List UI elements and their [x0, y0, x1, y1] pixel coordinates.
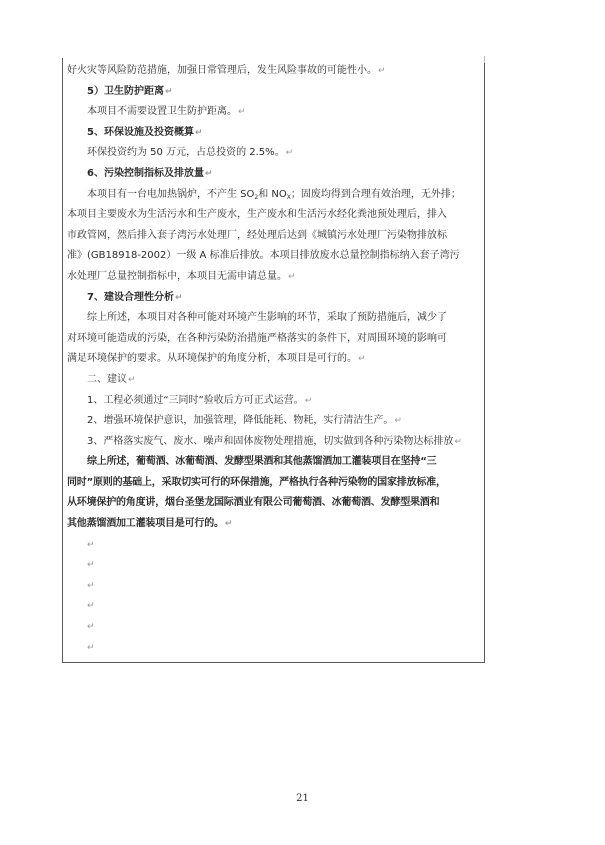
- list-item: [67, 432, 481, 453]
- paragraph-mark-icon: ↵: [128, 374, 136, 385]
- paragraph-text: 水处理厂总量控制指标中，本项目无需申请总量。: [67, 270, 287, 282]
- paragraph-mark-icon: ↵: [174, 292, 183, 303]
- paragraph-mark-icon: ↵: [194, 127, 203, 138]
- document-body: [67, 61, 481, 658]
- empty-paragraph: [67, 617, 481, 638]
- list-item-text: 3、严格落实废气、废水、噪声和固体废物处理措施，切实做到各种污染物达标排放: [87, 435, 454, 447]
- conclusion-text: 同时”原则的基础上，采取切实可行的环保措施，严格执行各种污染物的国家排放标准，: [67, 476, 446, 488]
- section-heading: [67, 370, 481, 391]
- paragraph-line: [67, 226, 481, 247]
- paragraph-text: 本项目主要废水为生活污水和生产废水，生产废水和生活污水经化粪池预处理后，排入: [67, 209, 447, 221]
- conclusion-line: [67, 493, 481, 514]
- paragraph-line: [67, 205, 481, 226]
- paragraph-line: [67, 246, 481, 267]
- section-heading: [67, 123, 481, 144]
- paragraph-mark-icon: ↵: [285, 148, 294, 159]
- paragraph-mark-icon: ↵: [454, 436, 462, 447]
- paragraph-mark-icon: ↵: [224, 519, 233, 530]
- heading-text: 二、建议: [87, 373, 127, 385]
- paragraph-mark-icon: ↵: [288, 271, 296, 282]
- paragraph-text: 本项目不需要设置卫生防护距离。: [87, 106, 237, 118]
- list-item-text: 1、工程必须通过“三同时”验收后方可正式运营。: [87, 394, 304, 406]
- paragraph-mark-icon: ↵: [378, 66, 386, 76]
- paragraph-line: [67, 143, 481, 164]
- paragraph-line: [67, 349, 481, 370]
- paragraph-mark-icon: ↵: [358, 354, 366, 365]
- subscript-text: X: [286, 193, 291, 201]
- heading-text: 7、建设合理性分析: [87, 291, 174, 303]
- paragraph-line: [67, 308, 481, 329]
- paragraph-text: 准》(GB18918-2002）一级 A 标准后排放。本项目排放废水总量控制指标纳入套子湾污: [67, 250, 460, 262]
- paragraph-text: 环保投资约为 50 万元，占总投资的 2.5%。: [87, 147, 285, 159]
- empty-paragraph: [67, 535, 481, 556]
- heading-text: 5、环保设施及投资概算: [87, 126, 194, 138]
- paragraph-mark-icon: ↵: [87, 601, 95, 612]
- list-item-text: 2、增强环境保护意识，加强管理，降低能耗、物耗，实行清洁生产。: [87, 415, 394, 427]
- paragraph-text: 好火灾等风险防范措施，加强日常管理后，发生风险事故的可能性小。: [67, 65, 377, 76]
- conclusion-line: [67, 514, 481, 535]
- paragraph-line: [67, 185, 481, 206]
- section-heading: [67, 164, 481, 185]
- empty-paragraph: [67, 555, 481, 576]
- empty-paragraph: [67, 638, 481, 659]
- paragraph-mark-icon: ↵: [87, 539, 95, 550]
- conclusion-text: 其他蒸馏酒加工灌装项目是可行的。: [67, 518, 224, 530]
- subscript-text: 2: [254, 193, 259, 201]
- conclusion-line: [67, 452, 481, 473]
- paragraph-text: 市政管网，然后排入套子湾污水处理厂，经处理后达到《城镇污水处理厂污染物排放标: [67, 229, 447, 241]
- paragraph-text: 和 NO: [258, 188, 287, 200]
- paragraph-line: [67, 329, 481, 350]
- page-number: 21: [296, 793, 309, 804]
- paragraph-line: [67, 102, 481, 123]
- paragraph-mark-icon: ↵: [87, 622, 95, 633]
- paragraph-line: [67, 61, 481, 82]
- paragraph-text: ；固废均得到合理有效治理，无外排；: [290, 188, 461, 200]
- conclusion-line: [67, 473, 481, 494]
- heading-text: 6、污染控制指标及排放量: [87, 167, 204, 179]
- paragraph-mark-icon: ↵: [204, 168, 213, 179]
- conclusion-text: 综上所述，葡萄酒、冰葡萄酒、发酵型果酒和其他蒸馏酒加工灌装项目在坚持“三: [87, 456, 437, 468]
- conclusion-text: 从环境保护的角度讲，烟台圣堡龙国际酒业有限公司葡萄酒、冰葡萄酒、发酵型果酒和: [67, 497, 440, 509]
- paragraph-text: 综上所述，本项目对各种可能对环境产生影响的环节，采取了预防措施后，减少了: [87, 312, 447, 324]
- paragraph-mark-icon: ↵: [87, 560, 95, 571]
- paragraph-mark-icon: ↵: [238, 107, 246, 118]
- heading-text: 5）卫生防护距离: [87, 85, 164, 97]
- paragraph-mark-icon: ↵: [87, 642, 95, 653]
- paragraph-line: [67, 267, 481, 288]
- list-item: [67, 391, 481, 412]
- empty-paragraph: [67, 576, 481, 597]
- empty-paragraph: [67, 596, 481, 617]
- paragraph-mark-icon: ↵: [304, 395, 313, 406]
- paragraph-mark-icon: ↵: [87, 580, 95, 591]
- paragraph-text: 对环境可能造成的污染，在各种污染防治措施严格落实的条件下，对周围环境的影响可: [67, 332, 447, 344]
- text-boundary-mark: [484, 56, 485, 63]
- paragraph-text: 满足环境保护的要求。从环境保护的角度分析，本项目是可行的。: [67, 353, 357, 365]
- paragraph-mark-icon: ↵: [164, 86, 173, 97]
- section-heading: [67, 288, 481, 309]
- paragraph-mark-icon: ↵: [394, 416, 402, 427]
- paragraph-text: 本项目有一台电加热锅炉，不产生 SO: [87, 188, 255, 200]
- section-heading: [67, 82, 481, 103]
- list-item: [67, 411, 481, 432]
